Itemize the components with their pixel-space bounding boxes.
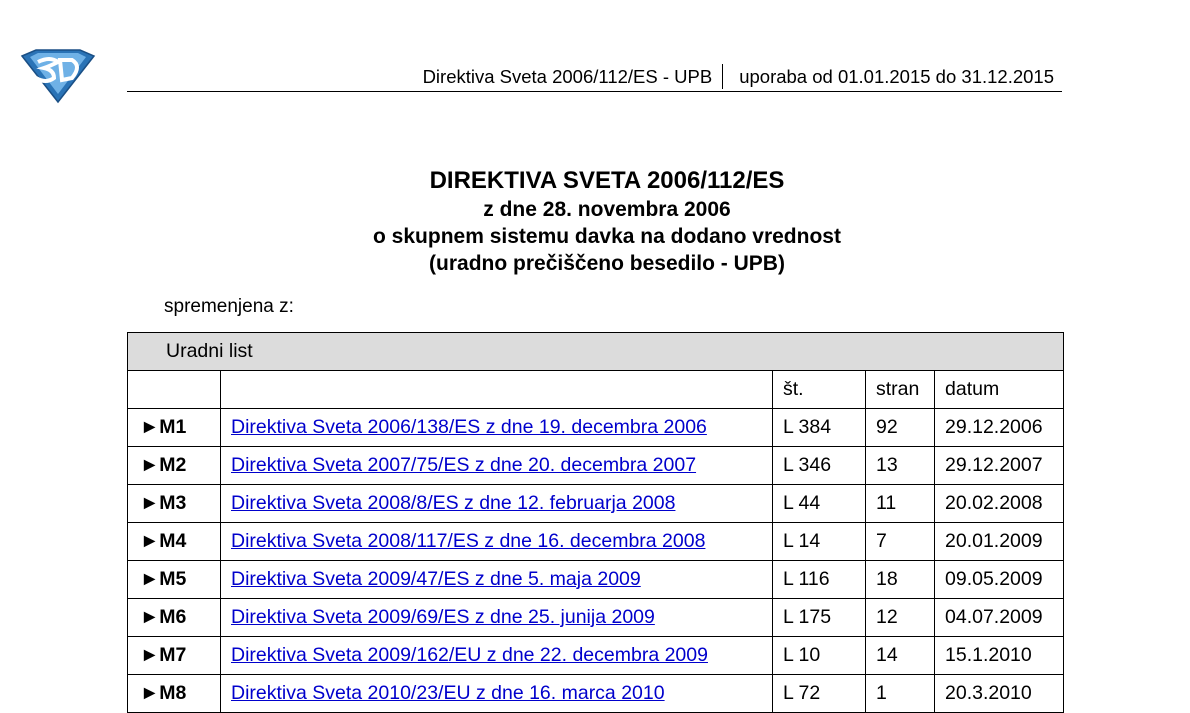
- journal-number: L 10: [773, 637, 866, 675]
- amendment-marker: ►M6: [128, 599, 221, 637]
- header-cell-page: stran: [866, 371, 935, 409]
- table-header-row: [128, 371, 1064, 409]
- table-row: [128, 523, 1064, 561]
- table-row: [128, 599, 1064, 637]
- amendment-marker: ►M7: [128, 637, 221, 675]
- journal-date: 29.12.2007: [935, 447, 1064, 485]
- journal-page: 92: [866, 409, 935, 447]
- amendment-marker: ►M8: [128, 675, 221, 713]
- journal-date: 20.01.2009: [935, 523, 1064, 561]
- amendment-link[interactable]: Direktiva Sveta 2009/162/EU z dne 22. decembra 2009: [231, 644, 708, 666]
- amendment-link[interactable]: Direktiva Sveta 2010/23/EU z dne 16. marca 2010: [231, 682, 665, 704]
- journal-page: 1: [866, 675, 935, 713]
- journal-page: 11: [866, 485, 935, 523]
- document-version-note: (uradno prečiščeno besedilo - UPB): [429, 252, 785, 275]
- journal-date: 20.02.2008: [935, 485, 1064, 523]
- journal-page: 14: [866, 637, 935, 675]
- journal-number: L 72: [773, 675, 866, 713]
- amendment-link[interactable]: Direktiva Sveta 2009/69/ES z dne 25. junija 2009: [231, 606, 655, 628]
- journal-number: L 116: [773, 561, 866, 599]
- amendments-table: [127, 332, 1064, 713]
- header-cell-date: datum: [935, 371, 1064, 409]
- journal-number: L 14: [773, 523, 866, 561]
- amendment-marker: ►M5: [128, 561, 221, 599]
- journal-date: 20.3.2010: [935, 675, 1064, 713]
- amendment-link[interactable]: Direktiva Sveta 2009/47/ES z dne 5. maja 2009: [231, 568, 641, 590]
- header-cell-marker: [128, 371, 221, 409]
- logo-emblem: [20, 48, 96, 104]
- table-row: [128, 485, 1064, 523]
- table-row: [128, 675, 1064, 713]
- amendment-marker: ►M3: [128, 485, 221, 523]
- journal-number: L 175: [773, 599, 866, 637]
- document-title: DIREKTIVA SVETA 2006/112/ES: [429, 167, 785, 194]
- table-row: [128, 637, 1064, 675]
- official-journal-label: Uradni list: [128, 333, 1064, 371]
- journal-date: 29.12.2006: [935, 409, 1064, 447]
- document-subject: o skupnem sistemu davka na dodano vrednost: [373, 225, 841, 248]
- journal-number: L 44: [773, 485, 866, 523]
- table-caption-row: [128, 333, 1064, 371]
- header-cell-no: št.: [773, 371, 866, 409]
- journal-date: 15.1.2010: [935, 637, 1064, 675]
- journal-date: 04.07.2009: [935, 599, 1064, 637]
- table-row: [128, 561, 1064, 599]
- amendment-link[interactable]: Direktiva Sveta 2008/8/ES z dne 12. februarja 2008: [231, 492, 676, 514]
- journal-page: 18: [866, 561, 935, 599]
- running-header: [127, 66, 1062, 92]
- header-validity-period: uporaba od 01.01.2015 do 31.12.2015: [739, 66, 1054, 87]
- amendment-marker: ►M4: [128, 523, 221, 561]
- document-date: z dne 28. novembra 2006: [483, 198, 731, 221]
- journal-page: 12: [866, 599, 935, 637]
- journal-page: 13: [866, 447, 935, 485]
- header-document-title: Direktiva Sveta 2006/112/ES - UPB: [422, 66, 713, 87]
- amendment-marker: ►M2: [128, 447, 221, 485]
- table-row: [128, 447, 1064, 485]
- journal-date: 09.05.2009: [935, 561, 1064, 599]
- amendment-link[interactable]: Direktiva Sveta 2007/75/ES z dne 20. decembra 2007: [231, 454, 697, 476]
- journal-page: 7: [866, 523, 935, 561]
- header-cell-act: [221, 371, 773, 409]
- amendment-link[interactable]: Direktiva Sveta 2008/117/ES z dne 16. decembra 2008: [231, 530, 706, 552]
- journal-number: L 346: [773, 447, 866, 485]
- amended-by-label: spremenjena z:: [164, 296, 294, 317]
- amendment-marker: ►M1: [128, 409, 221, 447]
- amendment-link[interactable]: Direktiva Sveta 2006/138/ES z dne 19. decembra 2006: [231, 416, 707, 438]
- title-block: [0, 166, 1190, 277]
- table-row: [128, 409, 1064, 447]
- journal-number: L 384: [773, 409, 866, 447]
